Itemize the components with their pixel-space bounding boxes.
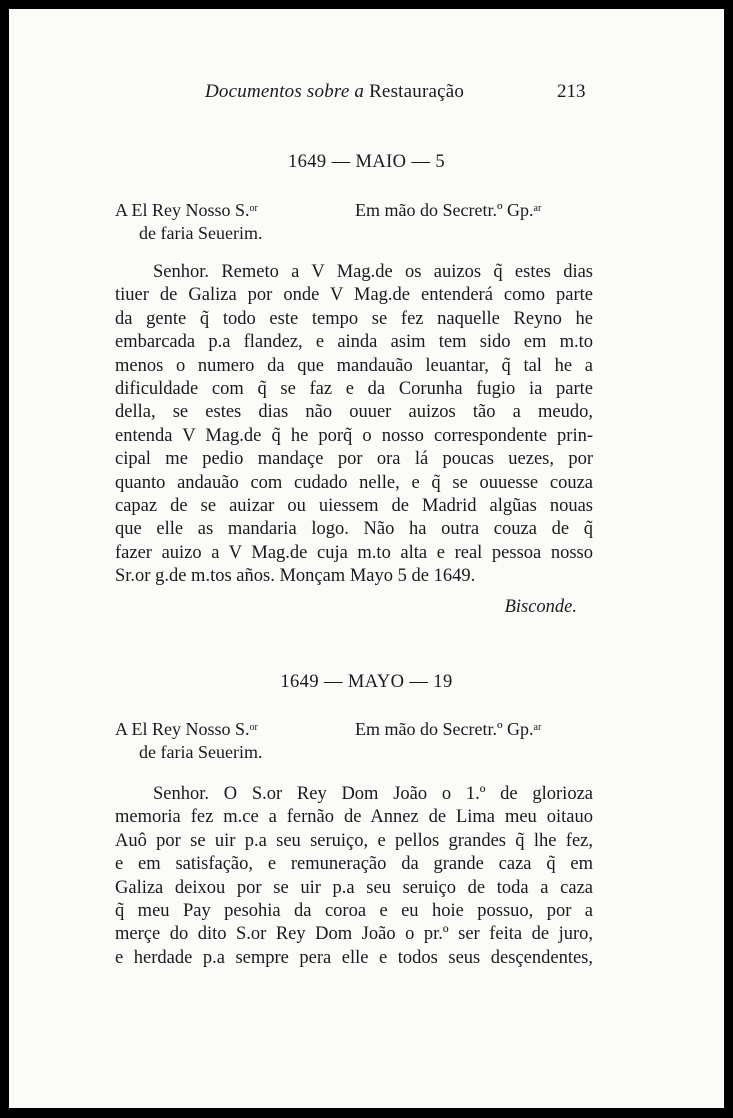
letter-1-line: da gente q̃ todo este tempo se fez naquelle Reyno he [115,308,593,329]
letter-1-date-heading: 1649 — MAIO — 5 [287,152,446,172]
letter-2-recipient-line-1: A El Rey Nosso S. [115,719,250,739]
letter-1-line: que elle as mandaria logo. Não ha outra couza de q̃ [115,519,593,540]
letter-2-line: e herdade p.a sempre pera elle e todos seus desçendentes, [115,947,593,968]
letter-1-body [115,261,593,588]
running-header [9,81,724,107]
letter-2-line: Auô por se uir p.a seu seruiço, e pellos grandes q̃ lhe fez, [115,830,593,851]
letter-1-line: cipal me pedio mandaçe por ora lá poucas uezes, por [115,449,593,470]
letter-1-line: quanto andauão com cudado nelle, e q̃ se ouuesse couza [115,472,593,493]
running-title-rest: Restauração [369,81,465,102]
letter-1-delivery-note [355,199,541,222]
letter-1-delivery-sup: ar [533,203,542,214]
letter-1-line: capaz de se auizar ou uiessem de Madrid algũas nouas [115,495,593,516]
letter-1-recipient-line-1: A El Rey Nosso S. [115,200,250,220]
letter-1-line: tiuer de Galiza por onde V Mag.de entenderá como parte [115,285,593,306]
page-number: 213 [557,81,586,102]
letter-2-line: e em satisfação, e remuneração da grande caza q̃ em [115,854,593,875]
letter-1-recipient [115,199,262,245]
letter-1-line: Sr.or g.de m.tos años. Monçam Mayo 5 de 1649. [115,566,476,587]
running-title-italic-2: a [354,81,370,102]
letter-1-line: dificuldade com q̃ se faz e da Corunha fugio ia parte [115,378,593,399]
letter-2-body [115,783,593,970]
letter-2-line: memoria fez m.ce a fernão de Annez de Lima meu oitauo [115,807,593,828]
letter-2-date-heading: 1649 — MAYO — 19 [280,672,453,692]
running-title-italic-1: Documentos sobre [205,81,355,102]
letter-2-recipient [115,718,262,764]
letter-2-delivery-sup: ar [533,722,542,733]
letter-2-delivery-main: Em mão do Secretr.º Gp. [355,719,534,739]
letter-1-line: menos o numero da que mandauão leuantar, q̃ tal he a [115,355,593,376]
letter-1-line: entenda V Mag.de q̃ he porq̃ o nosso correspondente prin- [115,425,593,446]
running-title [205,81,464,103]
letter-1-recipient-sup: or [249,203,258,214]
document-page [9,9,724,1108]
letter-1-line: embarcada p.a flandez, e ainda asim tem sido em m.to [115,332,593,353]
letter-1-delivery-main: Em mão do Secretr.º Gp. [355,200,534,220]
letter-1-signature: Bisconde. [504,597,577,617]
letter-1-recipient-line-2: de faria Seuerim. [139,223,263,243]
letter-1-line: fazer auizo a V Mag.de cuja m.to alta e real pessoa nosso [115,542,593,563]
letter-2-delivery-note [355,718,541,741]
letter-1-line: della, se estes dias não ouuer auizos tão a meudo, [115,402,593,423]
letter-2-line: Galiza deixou por se uir p.a seu seruiço de toda a caza [115,877,593,898]
letter-2-recipient-sup: or [249,722,258,733]
letter-1-line: Senhor. Remeto a V Mag.de os auizos q̃ estes dias [153,262,593,282]
letter-2-line: Senhor. O S.or Rey Dom João o 1.º de glorioza [153,784,593,804]
letter-2-line: q̃ meu Pay pesohia da coroa e eu hoie possuo, por a [115,900,593,921]
letter-2-recipient-line-2: de faria Seuerim. [139,742,263,762]
letter-2-line: merçe do dito S.or Rey Dom João o pr.º ser feita de juro, [115,924,593,945]
